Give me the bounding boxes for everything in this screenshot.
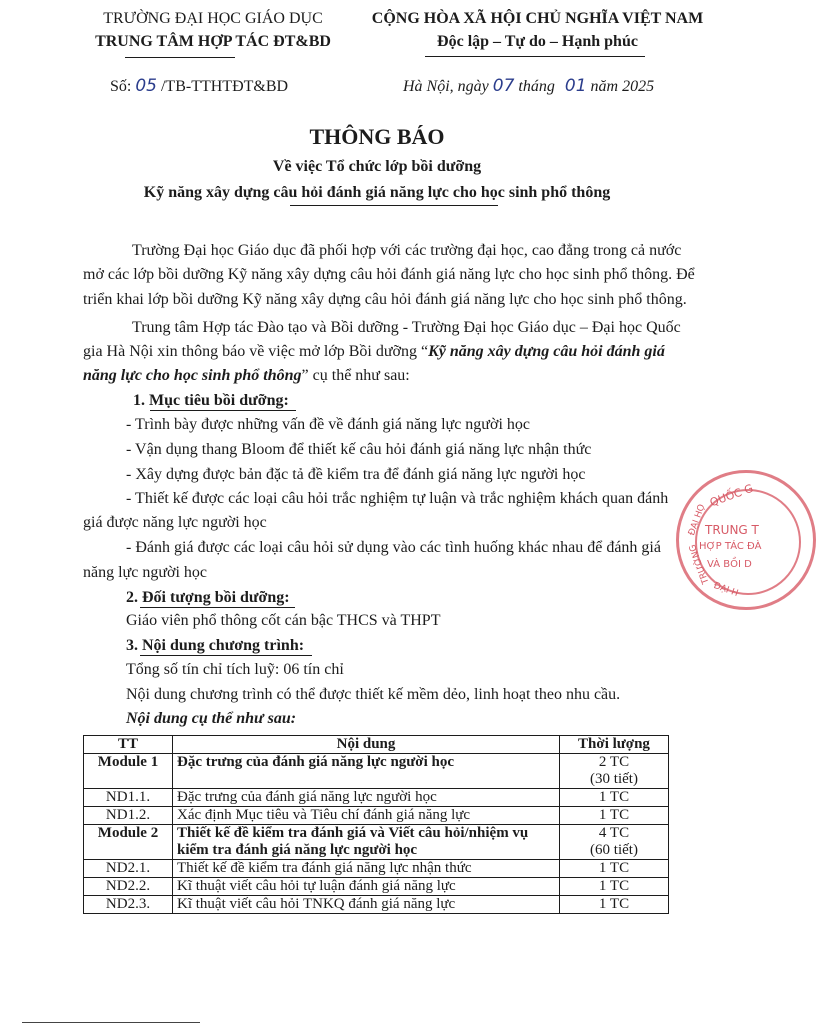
- seal-text: HỢP TÁC ĐÀ: [699, 541, 762, 552]
- objective-item-cont: giá được năng lực người học: [83, 514, 267, 531]
- table-header-row: [84, 736, 669, 754]
- org-name: TRƯỜNG ĐẠI HỌC GIÁO DỤC: [103, 10, 323, 27]
- row-content: Đặc trưng của đánh giá năng lực người học: [173, 789, 560, 807]
- intro-line-3: triển khai lớp bồi dưỡng Kỹ năng xây dựng câu hỏi đánh giá năng lực cho học sinh phổ thông.: [83, 291, 687, 308]
- column-header-duration: Thời lượng: [560, 736, 669, 754]
- row-id: ND1.1.: [84, 789, 173, 807]
- row-duration: [560, 825, 669, 860]
- row-id: ND2.3.: [84, 896, 173, 914]
- program-table: [83, 735, 669, 914]
- seal-text: TRUNG T: [705, 523, 759, 537]
- notice-text: gia Hà Nội xin thông báo về việc mở lớp Bồi dưỡng “: [83, 343, 429, 360]
- table-row: [84, 896, 669, 914]
- motto-underline: [425, 56, 645, 57]
- official-seal: [676, 470, 816, 610]
- row-duration: 1 TC: [560, 860, 669, 878]
- date-year: năm 2025: [590, 78, 655, 95]
- date-month: 01: [564, 76, 587, 96]
- table-row: [84, 754, 669, 789]
- date-prefix: Hà Nội, ngày: [403, 78, 489, 95]
- date-day: 07: [492, 76, 515, 96]
- org-unit: TRUNG TÂM HỢP TÁC ĐT&BD: [95, 33, 331, 50]
- notice-line-3: [83, 367, 410, 385]
- row-duration: 1 TC: [560, 789, 669, 807]
- column-header-tt: TT: [84, 736, 173, 754]
- section-2-title: 2. Đối tượng bồi dưỡng:: [126, 589, 290, 606]
- row-content: Xác định Mục tiêu và Tiêu chí đánh giá năng lực: [173, 807, 560, 825]
- row-id: ND2.1.: [84, 860, 173, 878]
- table-row: [84, 825, 669, 860]
- notice-line-1: Trung tâm Hợp tác Đào tạo và Bồi dưỡng - Trường Đại học Giáo dục – Đại học Quốc: [132, 319, 681, 336]
- doc-number-value: 05: [135, 76, 157, 96]
- row-duration: 1 TC: [560, 878, 669, 896]
- intro-line-2: mở các lớp bồi dưỡng Kỹ năng xây dựng câu hỏi đánh giá năng lực cho học sinh phổ thông. Để: [83, 266, 695, 283]
- row-duration: 1 TC: [560, 896, 669, 914]
- row-duration: 1 TC: [560, 807, 669, 825]
- row-id: ND1.2.: [84, 807, 173, 825]
- row-content: Thiết kế đề kiểm tra đánh giá năng lực nhận thức: [173, 860, 560, 878]
- content-detail-label: Nội dung cụ thể như sau:: [126, 710, 297, 727]
- section-2-underline: [140, 607, 295, 608]
- page-title: THÔNG BÁO: [309, 124, 445, 149]
- duration-periods: (60 tiết): [590, 842, 638, 858]
- objective-item: - Đánh giá được các loại câu hỏi sử dụng vào các tình huống khác nhau để đánh giá: [126, 539, 661, 556]
- course-name-part-2: năng lực cho học sinh phổ thông: [83, 367, 302, 384]
- table-row: [84, 789, 669, 807]
- course-name-part-1: Kỹ năng xây dựng câu hỏi đánh giá: [428, 343, 665, 360]
- motto: Độc lập – Tự do – Hạnh phúc: [437, 33, 638, 50]
- table-row: [84, 807, 669, 825]
- row-content: Thiết kế đề kiểm tra đánh giá và Viết câu hỏi/nhiệm vụ kiểm tra đánh giá năng lực người học: [173, 825, 560, 860]
- objective-item: - Vận dụng thang Bloom để thiết kế câu hỏi đánh giá năng lực nhận thức: [126, 441, 592, 458]
- section-3-underline: [140, 655, 312, 656]
- column-header-content: Nội dung: [173, 736, 560, 754]
- intro-line-1: Trường Đại học Giáo dục đã phối hợp với các trường đại học, cao đẳng trong cả nước: [132, 242, 682, 259]
- doc-number-suffix: /TB-TTHTĐT&BD: [160, 78, 289, 95]
- footer-divider: [22, 1022, 200, 1023]
- table-row: [84, 860, 669, 878]
- table-row: [84, 878, 669, 896]
- org-underline: [125, 57, 235, 58]
- seal-text: QUỐC G: [708, 481, 755, 510]
- row-duration: [560, 754, 669, 789]
- objective-item: - Trình bày được những vấn đề về đánh giá năng lực người học: [126, 416, 530, 433]
- duration-credits: 2 TC: [598, 754, 630, 770]
- seal-text: ĐẠI H: [712, 580, 740, 600]
- seal-text: TRƯỜNG: [687, 542, 712, 586]
- row-content: Kĩ thuật viết câu hỏi tự luận đánh giá năng lực: [173, 878, 560, 896]
- seal-text: ĐẠI HỌ: [686, 503, 708, 537]
- notice-text-end: ” cụ thể như sau:: [301, 367, 410, 384]
- section-1-underline: [150, 410, 296, 411]
- row-content: Đặc trưng của đánh giá năng lực người học: [173, 754, 560, 789]
- title-course: Kỹ năng xây dựng câu hỏi đánh giá năng lực cho học sinh phổ thông: [143, 184, 611, 201]
- title-underline: [290, 205, 498, 206]
- row-content: Kĩ thuật viết câu hỏi TNKQ đánh giá năng lực: [173, 896, 560, 914]
- document-date: [403, 76, 654, 96]
- target-audience: Giáo viên phổ thông cốt cán bậc THCS và THPT: [126, 612, 441, 629]
- objective-item: - Thiết kế được các loại câu hỏi trắc nghiệm tự luận và trắc nghiệm khách quan đánh: [126, 490, 669, 507]
- title-subject: Về việc Tổ chức lớp bồi dưỡng: [272, 158, 482, 175]
- row-id: ND2.2.: [84, 878, 173, 896]
- section-1-title: 1. Mục tiêu bồi dưỡng:: [133, 392, 289, 409]
- document-number: [110, 76, 288, 96]
- date-month-label: tháng: [518, 78, 555, 95]
- country-name: CỘNG HÒA XÃ HỘI CHỦ NGHĨA VIỆT NAM: [371, 10, 704, 27]
- duration-credits: 4 TC: [598, 825, 630, 841]
- program-note: Nội dung chương trình có thể được thiết kế mềm dẻo, linh hoạt theo nhu cầu.: [126, 686, 621, 703]
- doc-number-label: Số:: [110, 78, 132, 95]
- section-3-title: 3. Nội dung chương trình:: [126, 637, 305, 654]
- row-id: Module 2: [84, 825, 173, 860]
- row-id: Module 1: [84, 754, 173, 789]
- credit-total: Tổng số tín chỉ tích luỹ: 06 tín chỉ: [126, 661, 344, 678]
- duration-periods: (30 tiết): [590, 771, 638, 787]
- seal-text: VÀ BỒI D: [707, 559, 752, 570]
- objective-item-cont: năng lực người học: [83, 564, 207, 581]
- objective-item: - Xây dựng được bản đặc tả đề kiểm tra để đánh giá năng lực người học: [126, 466, 586, 483]
- notice-line-2: [83, 343, 665, 361]
